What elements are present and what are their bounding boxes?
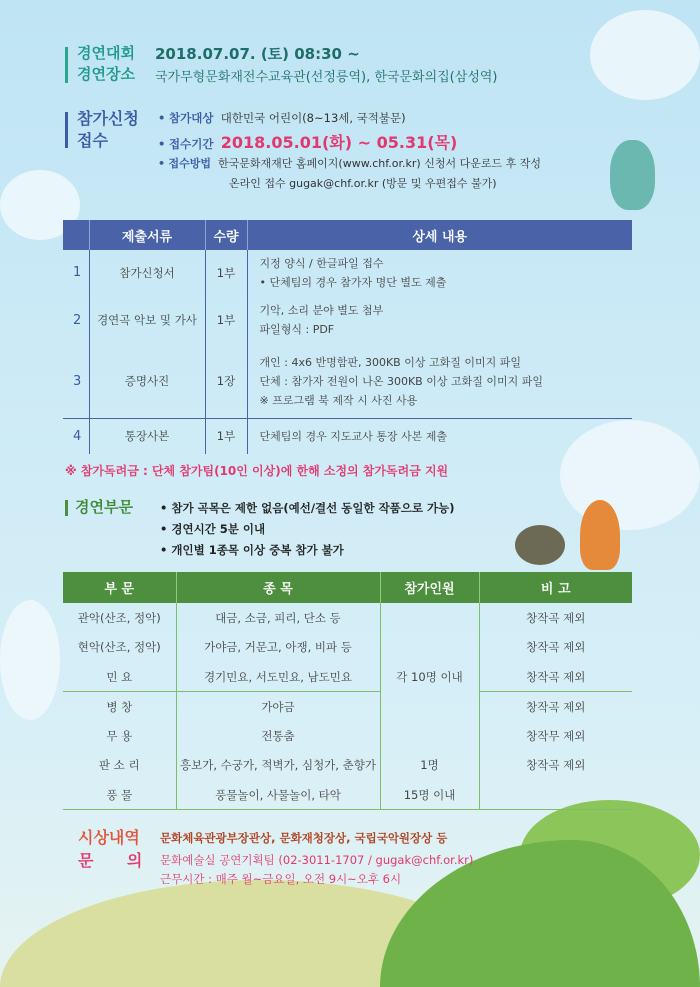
table-row: [63, 295, 632, 345]
row-number: 1: [73, 265, 82, 280]
cloud: [590, 10, 700, 100]
application-label-2: 접수: [77, 131, 108, 150]
document-qty: 1부: [205, 418, 247, 454]
category-items: 가야금: [176, 692, 380, 722]
target-label: 참가대상: [169, 111, 214, 125]
detail-line: 기악, 소리 분야 별도 첨부: [259, 304, 384, 317]
hedgehog-illustration: [515, 525, 565, 565]
period-label: 접수기간: [169, 137, 214, 151]
section-bar: [65, 47, 68, 83]
row-number: 2: [73, 312, 82, 328]
event-venue: 국가무형문화재전수교육관(선정릉역), 한국문화의집(삼성역): [155, 70, 498, 85]
category-note: 창작곡 제외: [479, 692, 632, 722]
period-value: 2018.05.01(화) ~ 05.31(목): [220, 133, 458, 152]
table-row: [63, 692, 632, 722]
col-header-document: 제출서류: [89, 220, 205, 250]
category-items: 경기민요, 서도민요, 남도민요: [176, 662, 380, 692]
method-label: 접수방법: [168, 157, 212, 170]
office-hours: 근무시간 : 매주 월~금요일, 오전 9시~오후 6시: [160, 872, 402, 886]
detail-line: 지정 양식 / 한글파일 접수: [259, 256, 384, 270]
category-name: 민 요: [63, 662, 176, 692]
document-details: [247, 418, 632, 454]
event-venue-label: 경연장소: [77, 65, 135, 83]
table-row: [63, 603, 632, 633]
participants: 15명 이내: [380, 780, 479, 810]
target-value: 대한민국 어린이(8~13세, 국적불문): [220, 111, 406, 125]
document-name: 통장사본: [89, 418, 205, 454]
document-name: 경연곡 악보 및 가사: [89, 295, 205, 345]
document-details: [247, 295, 632, 345]
event-date: 2018.07.07. (토) 08:30 ~: [155, 45, 360, 63]
document-details: [247, 345, 632, 418]
squirrel-illustration: [580, 500, 620, 570]
method-value: 한국문화재재단 홈페이지(www.chf.or.kr) 신청서 다운로드 후 작성: [218, 157, 541, 170]
detail-line: 단체 : 참가자 전원이 나온 300KB 이상 고화질 이미지 파일: [259, 374, 543, 388]
col-header-qty: 수량: [205, 220, 247, 250]
row-number: 4: [73, 428, 82, 444]
category-note: 창작곡 제외: [479, 662, 632, 692]
category-note: 창작곡 제외: [479, 633, 632, 663]
category-name: 무 용: [106, 728, 133, 743]
document-name: 증명사진: [89, 345, 205, 418]
category-note: 창작곡 제외: [479, 751, 632, 781]
method-value-2: 온라인 접수 gugak@chf.or.kr (방문 및 우편접수 불가): [229, 177, 497, 190]
table-row: [63, 345, 632, 418]
detail-line: • 단체팀의 경우 참가자 명단 별도 제출: [259, 275, 447, 289]
document-qty: 1부: [205, 295, 247, 345]
category-items: 풍물놀이, 사물놀이, 타악: [176, 780, 380, 810]
table-row: [63, 780, 632, 810]
table-row: [63, 751, 632, 781]
application-label: 참가신청: [77, 109, 139, 128]
table-row: [63, 418, 632, 454]
awards-value: 문화체육관광부장관상, 문화재청장상, 국립국악원장상 등: [160, 831, 448, 845]
incentive-note: ※ 참가독려금 : 단체 참가팀(10인 이상)에 한해 소정의 참가독려금 지원: [65, 464, 449, 478]
document-details: [247, 250, 632, 295]
category-items: 대금, 소금, 피리, 단소 등: [176, 603, 380, 633]
awards-label: 시상내역: [78, 828, 140, 847]
category-rule: 경연시간 5분 이내: [171, 522, 266, 536]
detail-line: ※ 프로그램 북 제작 시 사진 사용: [259, 393, 418, 407]
mascot-illustration: [610, 140, 655, 210]
document-name: 참가신청서: [89, 250, 205, 295]
category-note: [479, 780, 632, 810]
category-note: 창작곡 제외: [479, 603, 632, 633]
section-bar: [65, 112, 68, 148]
category-name: 관악(산조, 정악): [77, 610, 161, 625]
category-items: 흥보가, 수궁가, 적벽가, 심청가, 춘향가: [176, 751, 380, 781]
detail-line: 개인 : 4x6 반명함판, 300KB 이상 고화질 이미지 파일: [259, 355, 521, 369]
col-header-category: 부 문: [63, 572, 176, 603]
category-name: 풍 물: [106, 787, 133, 802]
col-header-participants: 참가인원: [380, 572, 479, 603]
table-row: [63, 721, 632, 751]
col-header-items: 종 목: [176, 572, 380, 603]
document-qty: 1장: [205, 345, 247, 418]
row-number: 3: [73, 373, 82, 389]
category-note: 창작무 제외: [479, 721, 632, 751]
table-row: [63, 633, 632, 663]
category-rule: 참가 곡목은 제한 없음(예선/결선 동일한 작품으로 가능): [171, 501, 455, 515]
category-name: 현악(산조, 정악): [77, 640, 161, 655]
table-row: [63, 662, 632, 692]
category-items: 가야금, 거문고, 아쟁, 비파 등: [176, 633, 380, 663]
detail-line: 단체팀의 경우 지도교사 통장 사본 제출: [259, 429, 447, 443]
category-rule: 개인별 1종목 이상 중복 참가 불가: [171, 543, 344, 557]
participants: 각 10명 이내: [380, 603, 479, 751]
documents-table: [63, 220, 632, 454]
categories-label: 경연부문: [75, 498, 133, 516]
document-qty: 1부: [205, 250, 247, 295]
participants: 1명: [380, 751, 479, 781]
event-date-label: 경연대회: [77, 44, 135, 62]
contact-label: 문 의: [78, 851, 143, 870]
table-row: [63, 250, 632, 295]
col-header-details: 상세 내용: [247, 220, 632, 250]
categories-table: [63, 572, 632, 810]
category-items: 전통춤: [176, 721, 380, 751]
category-name: 판 소 리: [98, 758, 140, 773]
detail-line: 파일형식 : PDF: [259, 323, 335, 336]
cloud: [0, 600, 60, 720]
contact-value: 문화예술실 공연기획팀 (02-3011-1707 / gugak@chf.or.kr): [160, 853, 474, 867]
section-bar: [65, 500, 68, 516]
col-header-note: 비 고: [479, 572, 632, 603]
col-header-no: [63, 220, 89, 250]
category-name: 병 창: [106, 699, 133, 714]
